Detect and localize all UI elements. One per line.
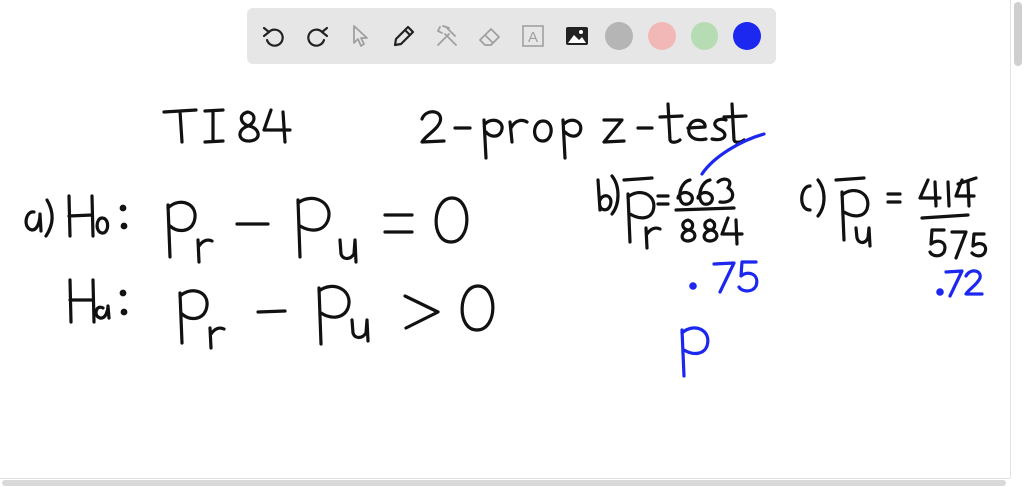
drawing-toolbar <box>247 8 776 64</box>
part-a-label <box>26 196 126 236</box>
part-b-symbol-p <box>682 328 708 376</box>
pen-button[interactable] <box>389 21 419 51</box>
eraser-icon <box>477 23 503 49</box>
undo-icon <box>261 23 287 49</box>
color-swatch-gray[interactable] <box>605 22 633 50</box>
text-button[interactable] <box>519 21 549 51</box>
vertical-scroll-thumb[interactable] <box>1014 2 1022 66</box>
part-c-expression <box>802 178 986 258</box>
alt-hypothesis-expression <box>180 286 493 348</box>
part-b-result <box>691 262 757 292</box>
part-c-result <box>938 271 982 296</box>
part-a-alt-label <box>70 280 126 322</box>
select-button[interactable] <box>346 21 376 51</box>
header-te84 <box>164 110 290 142</box>
pen-icon <box>391 23 417 49</box>
image-button[interactable] <box>562 21 592 51</box>
text-tool-icon <box>520 23 546 49</box>
select-pointer-icon <box>347 23 373 49</box>
tools-button[interactable] <box>432 21 462 51</box>
redo-button[interactable] <box>302 21 332 51</box>
color-swatch-blue[interactable] <box>733 22 761 50</box>
tools-icon <box>434 23 460 49</box>
vertical-scrollbar[interactable] <box>1010 0 1024 478</box>
header-2prop <box>422 104 746 158</box>
color-swatch-pink[interactable] <box>648 22 676 50</box>
horizontal-scroll-thumb[interactable] <box>2 480 1006 486</box>
eraser-button[interactable] <box>475 21 505 51</box>
undo-button[interactable] <box>259 21 289 51</box>
svg-text:A: A <box>528 29 539 46</box>
image-icon <box>564 23 590 49</box>
null-hypothesis-expression <box>168 198 467 262</box>
redo-icon <box>304 23 330 49</box>
black-ink <box>26 104 986 348</box>
part-b-expression <box>598 176 742 248</box>
color-swatch-green[interactable] <box>691 22 719 50</box>
